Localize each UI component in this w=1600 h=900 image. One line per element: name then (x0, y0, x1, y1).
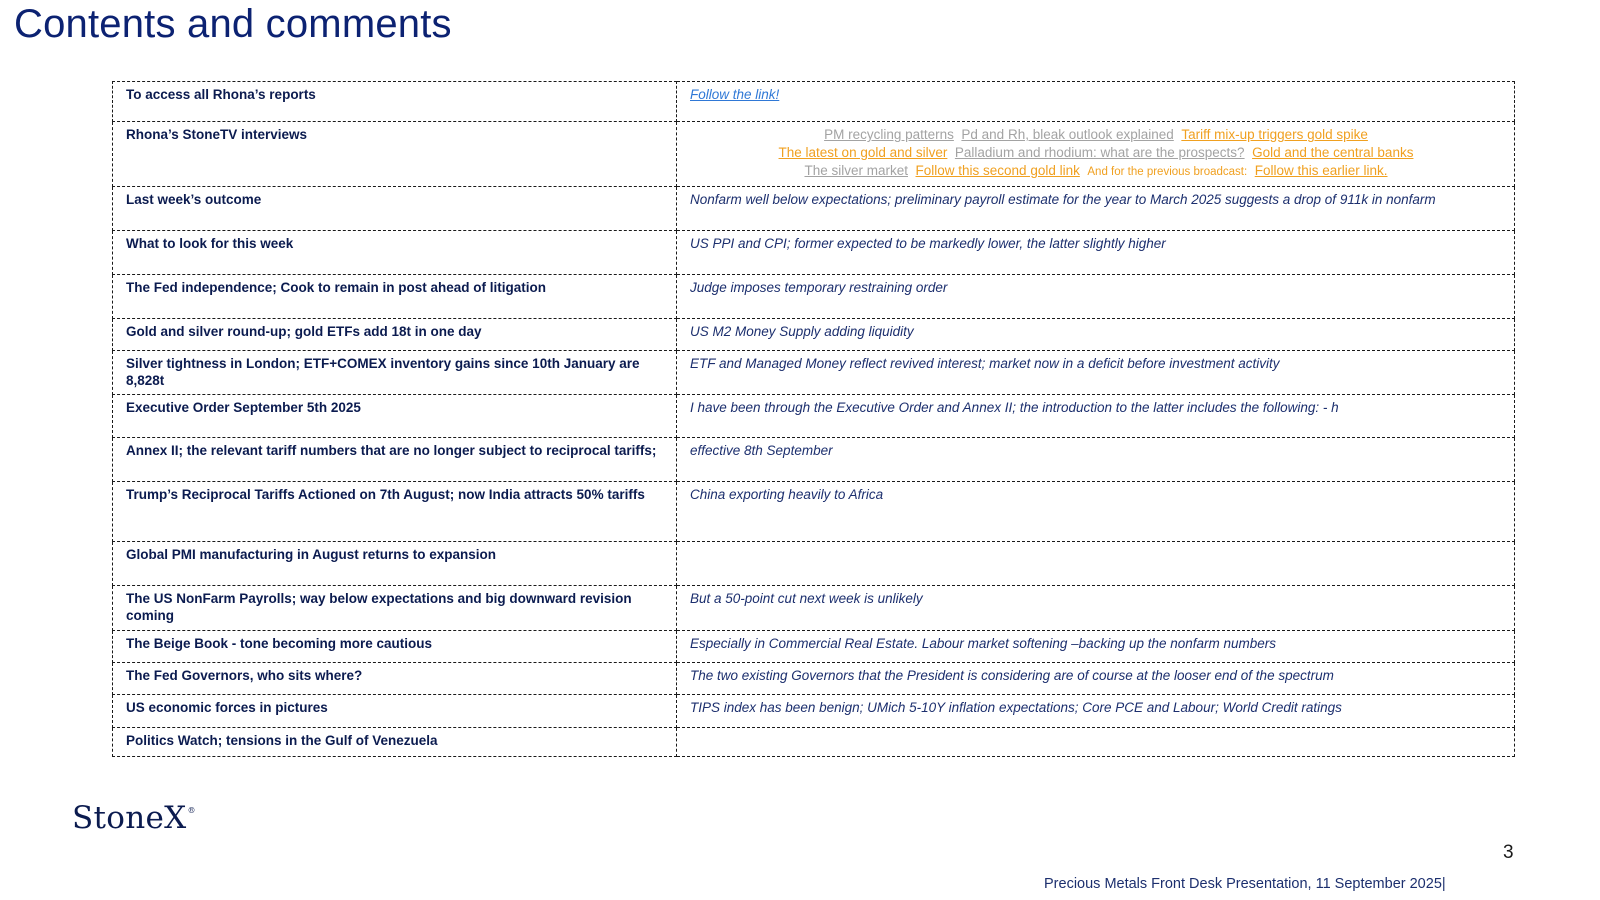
topic-cell: Global PMI manufacturing in August returns to expansion (113, 542, 677, 586)
table-row (113, 728, 1515, 757)
stonetv-link[interactable]: The latest on gold and silver (778, 145, 948, 160)
table-row (113, 663, 1515, 695)
table-row (113, 586, 1515, 631)
topic-cell: Politics Watch; tensions in the Gulf of Venezuela (113, 728, 677, 757)
table-row (113, 438, 1515, 482)
stonetv-link-line (690, 162, 1502, 181)
topic-cell: The Fed Governors, who sits where? (113, 663, 677, 695)
topic-cell: Trump’s Reciprocal Tariffs Actioned on 7th August; now India attracts 50% tariffs (113, 482, 677, 542)
comment-cell: Judge imposes temporary restraining order (677, 275, 1515, 319)
page-number: 3 (1503, 842, 1514, 863)
contents-table (112, 81, 1515, 757)
comment-cell: TIPS index has been benign; UMich 5-10Y inflation expectations; Core PCE and Labour; World Credit ratings (677, 695, 1515, 728)
comment-cell: The two existing Governors that the President is considering are of course at the looser end of the spectrum (677, 663, 1515, 695)
comment-cell: Especially in Commercial Real Estate. Labour market softening –backing up the nonfarm numbers (677, 631, 1515, 663)
table-row (113, 82, 1515, 122)
topic-cell: Annex II; the relevant tariff numbers that are no longer subject to reciprocal tariffs; (113, 438, 677, 482)
topic-cell: What to look for this week (113, 231, 677, 275)
comment-cell: I have been through the Executive Order and Annex II; the introduction to the latter includes the following: - h (677, 395, 1515, 438)
comment-cell: Nonfarm well below expectations; preliminary payroll estimate for the year to March 2025 suggests a drop of 911k in nonfarm (677, 187, 1515, 231)
page-title: Contents and comments (14, 2, 452, 46)
topic-cell: Rhona’s StoneTV interviews (113, 122, 677, 187)
table-row (113, 187, 1515, 231)
stonetv-link[interactable]: And for the previous broadcast: (1087, 166, 1248, 178)
topic-cell: To access all Rhona’s reports (113, 82, 677, 122)
stonetv-link[interactable]: Tariff mix-up triggers gold spike (1181, 127, 1368, 142)
stonetv-link[interactable]: Gold and the central banks (1252, 145, 1414, 160)
stonetv-link[interactable]: Follow this earlier link. (1254, 163, 1388, 178)
stonetv-link[interactable]: PM recycling patterns (824, 127, 954, 142)
logo-text: StoneX (72, 800, 187, 836)
comment-cell: ETF and Managed Money reflect revived interest; market now in a deficit before investment activity (677, 351, 1515, 395)
topic-cell: Last week’s outcome (113, 187, 677, 231)
comment-cell: US PPI and CPI; former expected to be markedly lower, the latter slightly higher (677, 231, 1515, 275)
table-row (113, 695, 1515, 728)
table-row (113, 275, 1515, 319)
stonetv-link[interactable]: Follow this second gold link (915, 163, 1080, 178)
topic-cell: The US NonFarm Payrolls; way below expectations and big downward revision coming (113, 586, 677, 631)
table-row (113, 231, 1515, 275)
topic-cell: The Fed independence; Cook to remain in post ahead of litigation (113, 275, 677, 319)
topic-cell: Gold and silver round-up; gold ETFs add 18t in one day (113, 319, 677, 351)
comment-cell (677, 542, 1515, 586)
stonetv-link[interactable]: Pd and Rh, bleak outlook explained (961, 127, 1174, 142)
topic-cell: Silver tightness in London; ETF+COMEX inventory gains since 10th January are 8,828t (113, 351, 677, 395)
table-row (113, 122, 1515, 187)
table-row (113, 542, 1515, 586)
topic-cell: The Beige Book - tone becoming more cautious (113, 631, 677, 663)
stonex-logo (72, 800, 195, 836)
logo-registered-mark: ® (187, 806, 196, 815)
table-row (113, 319, 1515, 351)
stonetv-link-line (690, 144, 1502, 162)
topic-cell: US economic forces in pictures (113, 695, 677, 728)
comment-cell: US M2 Money Supply adding liquidity (677, 319, 1515, 351)
table-row (113, 351, 1515, 395)
table-row (113, 395, 1515, 438)
comment-cell (677, 728, 1515, 757)
stonetv-link[interactable]: Palladium and rhodium: what are the prospects? (954, 145, 1245, 160)
comment-cell: effective 8th September (677, 438, 1515, 482)
table-row (113, 482, 1515, 542)
stonetv-link[interactable]: The silver market (804, 163, 908, 178)
stonetv-link-line (690, 126, 1502, 144)
comment-cell: China exporting heavily to Africa (677, 482, 1515, 542)
stonetv-links (677, 122, 1515, 187)
presentation-footer: Precious Metals Front Desk Presentation, 11 September 2025| (1044, 876, 1446, 892)
follow-link[interactable]: Follow the link! (677, 82, 1515, 122)
table-row (113, 631, 1515, 663)
topic-cell: Executive Order September 5th 2025 (113, 395, 677, 438)
comment-cell: But a 50-point cut next week is unlikely (677, 586, 1515, 631)
